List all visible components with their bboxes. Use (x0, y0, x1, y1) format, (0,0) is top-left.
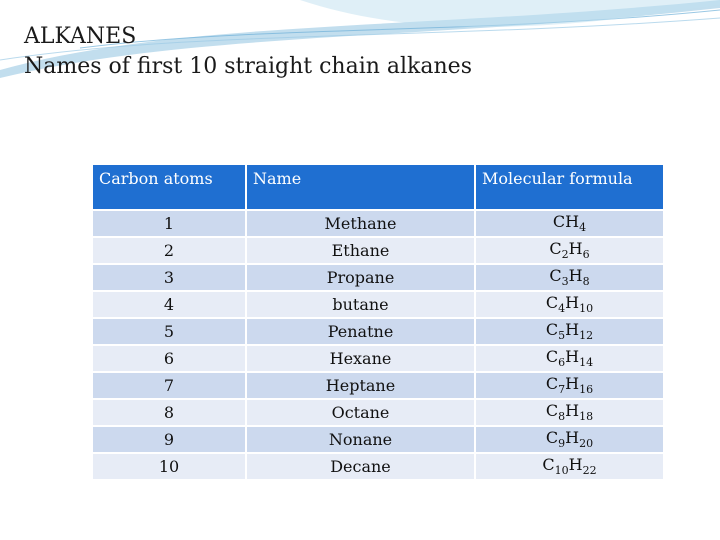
table-header-row (93, 165, 663, 209)
molecular-formula-cell: $C_{10}H_{22}$ (476, 454, 663, 479)
alkane-name-cell: Hexane (247, 346, 474, 371)
molecular-formula-cell: $C_4H_{10}$ (476, 292, 663, 317)
carbon-atoms-cell: 7 (93, 373, 245, 398)
alkanes-table (91, 163, 665, 481)
carbon-atoms-cell: 10 (93, 454, 245, 479)
alkane-name-cell: Decane (247, 454, 474, 479)
carbon-subscript: 3 (561, 275, 569, 289)
carbon-atoms-cell: 3 (93, 265, 245, 290)
slide-subtitle: Names of first 10 straight chain alkanes (24, 54, 472, 79)
alkane-name-cell: Heptane (247, 373, 474, 398)
hydrogen-subscript: 4 (579, 221, 587, 235)
table-row (93, 319, 663, 344)
table-row (93, 346, 663, 371)
hydrogen-subscript: 20 (579, 437, 594, 451)
table-row (93, 373, 663, 398)
molecular-formula-cell: $C_8H_{18}$ (476, 400, 663, 425)
molecular-formula-cell: $C_2H_6$ (476, 238, 663, 263)
hydrogen-subscript: 22 (582, 464, 597, 478)
carbon-subscript: 5 (558, 329, 566, 343)
carbon-subscript: 6 (558, 356, 566, 370)
alkane-name-cell: Ethane (247, 238, 474, 263)
header-name: Name (247, 165, 474, 209)
table-row (93, 238, 663, 263)
carbon-atoms-cell: 6 (93, 346, 245, 371)
molecular-formula-cell: $C_6H_{14}$ (476, 346, 663, 371)
molecular-formula-cell: $C_3H_8$ (476, 265, 663, 290)
hydrogen-subscript: 12 (579, 329, 594, 343)
hydrogen-subscript: 10 (579, 302, 594, 316)
carbon-subscript: 4 (558, 302, 566, 316)
carbon-atoms-cell: 1 (93, 211, 245, 236)
hydrogen-subscript: 6 (582, 248, 590, 262)
table-row (93, 265, 663, 290)
slide-title: ALKANES (24, 24, 137, 49)
alkane-name-cell: Methane (247, 211, 474, 236)
header-carbon-atoms: Carbon atoms (93, 165, 245, 209)
table-row (93, 427, 663, 452)
carbon-subscript: 9 (558, 437, 566, 451)
title-block (24, 22, 472, 82)
carbon-subscript: 2 (561, 248, 569, 262)
carbon-atoms-cell: 5 (93, 319, 245, 344)
alkane-name-cell: butane (247, 292, 474, 317)
hydrogen-subscript: 16 (579, 383, 594, 397)
table-row (93, 454, 663, 479)
molecular-formula-cell: $C_9H_{20}$ (476, 427, 663, 452)
carbon-atoms-cell: 4 (93, 292, 245, 317)
carbon-atoms-cell: 2 (93, 238, 245, 263)
molecular-formula-cell: $CH_4$ (476, 211, 663, 236)
table-row (93, 292, 663, 317)
hydrogen-subscript: 18 (579, 410, 594, 424)
header-molecular-formula: Molecular formula (476, 165, 663, 209)
hydrogen-subscript: 14 (579, 356, 594, 370)
molecular-formula-cell: $C_5H_{12}$ (476, 319, 663, 344)
alkane-name-cell: Octane (247, 400, 474, 425)
hydrogen-subscript: 8 (582, 275, 590, 289)
carbon-subscript: 7 (558, 383, 566, 397)
carbon-subscript: 10 (554, 464, 569, 478)
molecular-formula-cell: $C_7H_{16}$ (476, 373, 663, 398)
table-row (93, 400, 663, 425)
carbon-atoms-cell: 9 (93, 427, 245, 452)
table-row (93, 211, 663, 236)
carbon-subscript: 8 (558, 410, 566, 424)
alkane-name-cell: Propane (247, 265, 474, 290)
carbon-atoms-cell: 8 (93, 400, 245, 425)
alkane-name-cell: Penatne (247, 319, 474, 344)
alkane-name-cell: Nonane (247, 427, 474, 452)
